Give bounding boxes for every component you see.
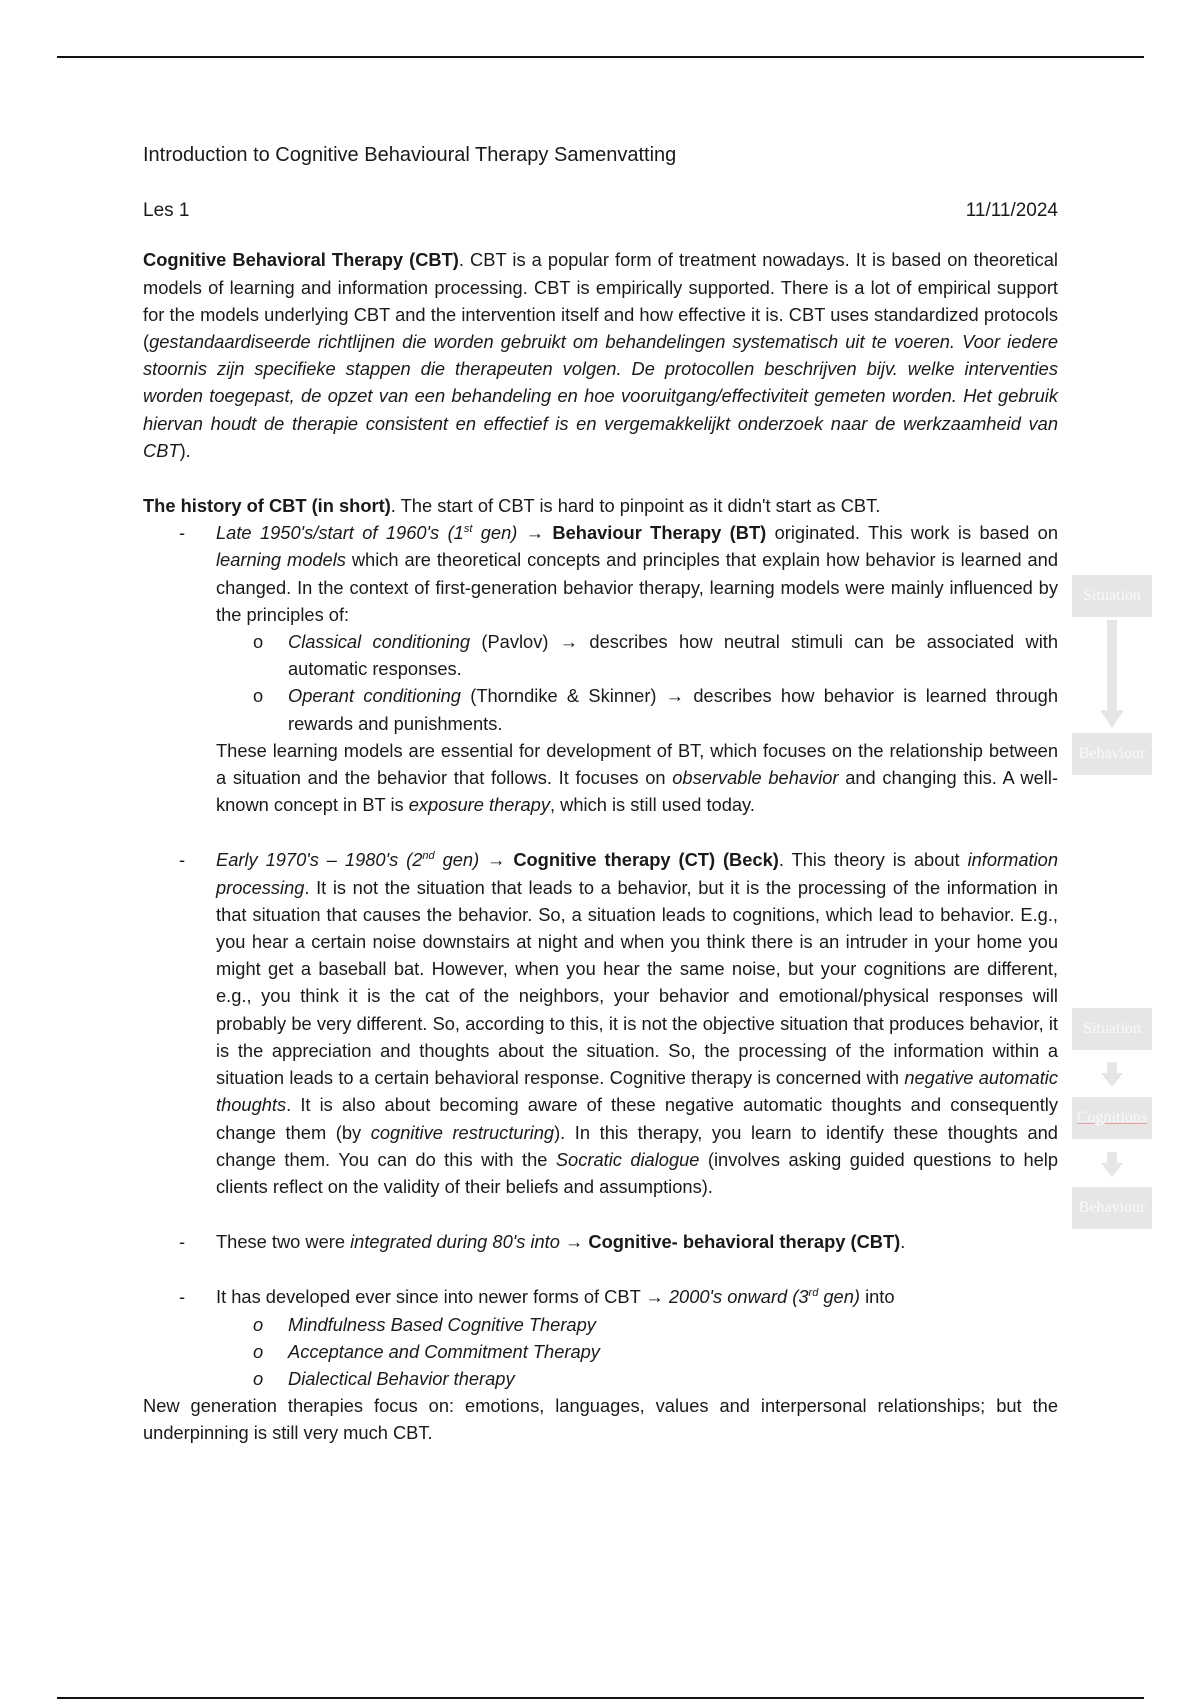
list-item-gen1: - Late 1950's/start of 1960's (1st gen) → Behaviour Therapy (BT) originated. This work is based on learning models which are theoretical concepts and principles that explain how behavior is learned and changed. In the context of first-generation behavior therapy, learning models were mainly influenced by the principles of: [143, 519, 1058, 628]
intro-paragraph: Cognitive Behavioral Therapy (CBT). CBT is a popular form of treatment nowadays. It is based on theoretical models of learning and information processing. CBT is empirically supported. There is a lot of empirical support for the models underlying CBT and the intervention itself and how effective it is. CBT uses standardized protocols (gestandaardiseerde richtlijnen die worden gebruikt om behandelingen systematisch uit te voeren. Voor iedere stoornis zijn specifieke stappen die therapeuten volgen. De protocollen beschrijven bijv. welke interventies worden toegepast, de opzet van een behandeling en hoe vooruitgang/effectiviteit gemeten worden. Het gebruik hiervan houdt de therapie consistent en effectief is en vergemakkelijkt onderzoek naar de werkzaamheid van CBT). [143, 249, 1058, 461]
o-bullet: o [253, 1313, 264, 1335]
document-body [143, 142, 1058, 1447]
o-bullet: o [253, 685, 264, 707]
diagram2-arrow-icon [1100, 1152, 1124, 1178]
sub-item-dbt: o Dialectical Behavior therapy [143, 1365, 1058, 1392]
sub-item-act: o Acceptance and Commitment Therapy [143, 1338, 1058, 1365]
o-bullet: o [253, 1340, 264, 1362]
diagram2-situation-box: Situation [1072, 1008, 1152, 1050]
list-item-integrated: - These two were integrated during 80's into → Cognitive- behavioral therapy (CBT). [143, 1228, 1058, 1255]
lesson-label: Les 1 [143, 200, 190, 222]
top-rule [57, 56, 1144, 58]
history-heading: The history of CBT (in short). The start of CBT is hard to pinpoint as it didn't start as CBT. [143, 495, 881, 517]
bottom-rule [57, 1697, 1144, 1699]
dash-bullet: - [179, 522, 186, 544]
diagram2-arrow-icon [1100, 1062, 1124, 1088]
diagram2-behaviour-box: Behaviour [1072, 1187, 1152, 1229]
gen1-continuation: These learning models are essential for development of BT, which focuses on the relationship between a situation and the behavior that follows. It focuses on observable behavior and changing this. A well-known concept in BT is exposure therapy, which is still used today. [216, 739, 1059, 816]
closing-paragraph: New generation therapies focus on: emotions, languages, values and interpersonal relationships; but the underpinning is still very much CBT. [143, 1395, 1058, 1444]
o-bullet: o [253, 631, 264, 653]
diagram1-behaviour-box: Behaviour [1072, 733, 1152, 775]
dash-bullet: - [179, 1231, 186, 1253]
diagram2-cognitions-box: Cognitions [1072, 1097, 1152, 1139]
sub-item-operant: o Operant conditioning (Thorndike & Skinner) → describes how behavior is learned through rewards and punishments. [143, 682, 1058, 736]
lesson-date: 11/11/2024 [965, 200, 1058, 222]
dash-bullet: - [179, 849, 186, 871]
o-bullet: o [253, 1367, 264, 1389]
lesson-row [143, 197, 1058, 224]
list-item-gen2: - Early 1970's – 1980's (2nd gen) → Cognitive therapy (CT) (Beck). This theory is about information processing. It is not the situation that leads to a behavior, but it is the processing of the information in that situation that causes the behavior. So, a situation leads to cognitions, which lead to behavior. E.g., you hear a certain noise downstairs at night and when you think there is an intruder in your home you might get a baseball bat. However, when you hear the same noise, but your cognitions are different, e.g., you think it is the cat of the neighbors, your behavior and emotional/physical responses will probably be very different. So, according to this, it is not the objective situation that produces behavior, it is the appreciation and thoughts about the situation. So, the processing of the information within a situation leads to a certain behavioral response. Cognitive therapy is concerned with negative automatic thoughts. It is also about becoming aware of these negative automatic thoughts and consequently change them (by cognitive restructuring). In this therapy, you learn to identify these thoughts and change them. You can do this with the Socratic dialogue (involves asking guided questions to help clients reflect on the validity of their beliefs and assumptions). [143, 846, 1058, 1200]
diagram1-arrow-icon [1098, 620, 1126, 730]
sub-item-mbct: o Mindfulness Based Cognitive Therapy [143, 1311, 1058, 1338]
document-title: Introduction to Cognitive Behavioural Therapy Samenvatting [143, 144, 677, 166]
list-item-gen3: - It has developed ever since into newer forms of CBT → 2000's onward (3rd gen) into [143, 1283, 1058, 1310]
diagram1-situation-box: Situation [1072, 575, 1152, 617]
sub-item-classical: o Classical conditioning (Pavlov) → describes how neutral stimuli can be associated with automatic responses. [143, 628, 1058, 682]
dash-bullet: - [179, 1286, 186, 1308]
